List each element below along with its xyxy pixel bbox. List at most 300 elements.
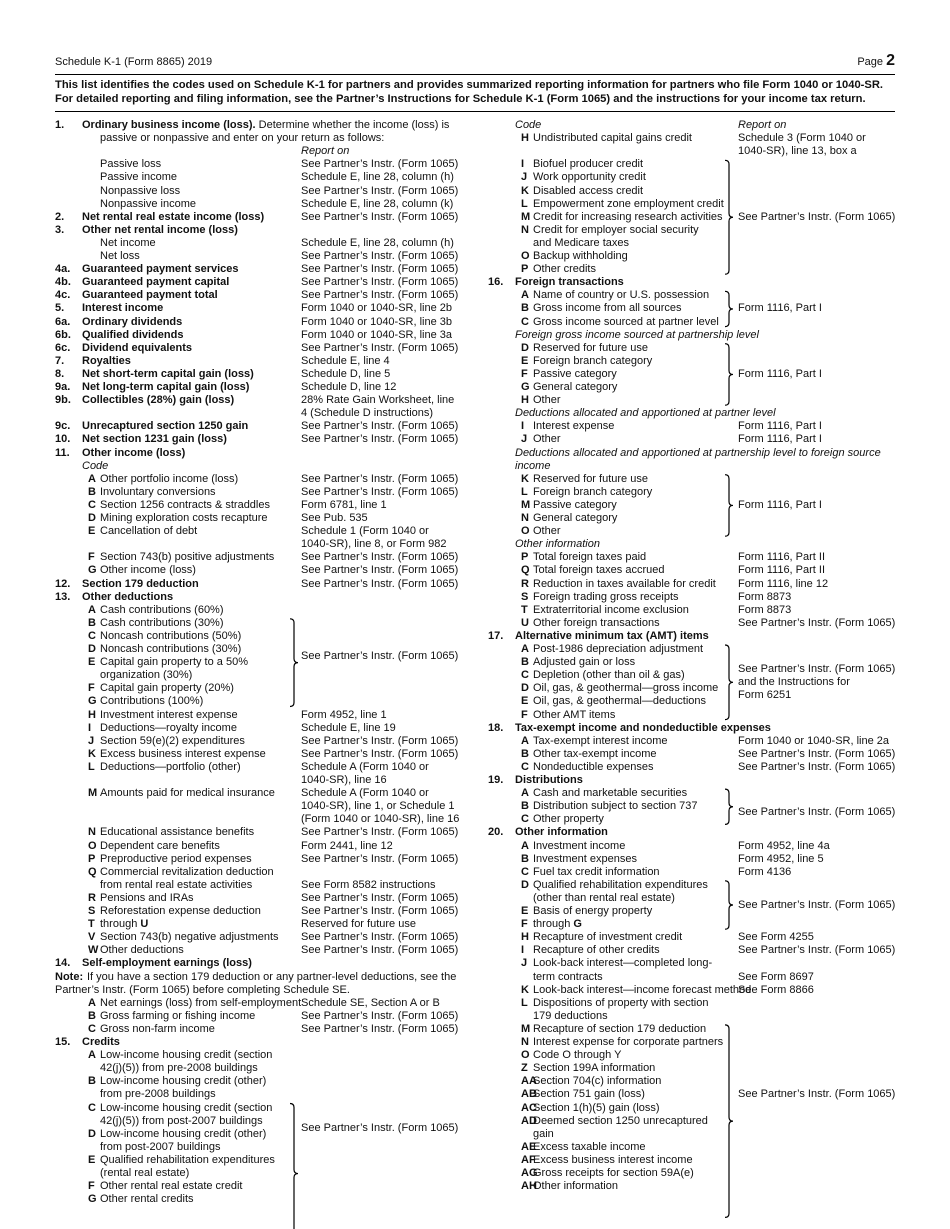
item-label: through G [533,918,582,931]
report-on: Form 1040 or 1040-SR, line 2b [301,302,453,315]
report-on: See Pub. 535 [301,512,368,524]
item-label: Investment interest expense [100,708,238,721]
item-label: Recapture of other credits [533,944,660,957]
report-on: Report on [738,119,787,131]
item-number: 13. [55,590,71,603]
code-letter: A [521,289,529,302]
report-on: 28% Rate Gain Worksheet, line [301,394,455,407]
code-letter: H [521,394,529,407]
brace [725,291,733,326]
item-label: Total foreign taxes paid [533,551,647,564]
section-title: Self-employment earnings (loss) [82,957,252,970]
brace [725,645,733,720]
item-label: Nonpassive loss [100,184,181,197]
item-label: Adjusted gain or loss [533,656,636,669]
report-on: Schedule D, line 5 [301,367,391,380]
report-on: See Partner’s Instr. (Form 1065) [738,210,896,223]
report-on: Form 1116, Part I [738,420,822,433]
report-on: Schedule D, line 12 [301,381,397,393]
code-letter: G [521,381,530,393]
item-label: Interest expense for corporate partners [533,1036,724,1048]
code-letter: T [521,603,528,616]
code-letter: S [88,905,96,917]
report-on: Form 6781, line 1 [301,498,387,511]
section-title: Alternative minimum tax (AMT) items [515,629,709,642]
section-title: Tax-exempt income and nondeductible expenses [515,721,771,734]
item-label: from pre-2008 buildings [100,1088,216,1101]
item-number: 1. [55,119,65,131]
code-letter: S [521,590,529,603]
report-on: See Partner’s Instr. (Form 1065) [301,420,459,433]
code-letter: B [521,302,529,315]
item-label: gain [533,1127,554,1140]
report-on: See Partner’s Instr. (Form 1065) [301,276,459,289]
code-letter: AH [521,1180,537,1193]
report-on: Schedule A (Form 1040 or [301,760,429,773]
report-on: Schedule 1 (Form 1040 or [301,525,429,538]
item-label: Other AMT items [533,708,616,721]
item-number: 4c. [55,289,71,302]
code-letter: C [521,760,529,773]
code-letter: C [521,315,529,328]
report-on: See Partner’s Instr. (Form 1065) [301,289,459,302]
item-label: Other tax-exempt income [533,747,657,760]
item-description: Determine whether the income (loss) is [255,119,450,131]
item-label: Section 59(e)(2) expenditures [100,734,245,747]
item-label: Oil, gas, & geothermal—gross income [533,682,719,695]
intro-text: This list identifies the codes used on Schedule K-1 for partners and provides summarized reporting information for partners who file Form 1040 or 1040-SR. For detailed reporting and filing information, see the Partner’s Instructions for Schedule K-1 (Form 1065) and the instructions for your income tax return. [55,79,884,105]
report-on: See Partner’s Instr. (Form 1065) [301,1022,459,1035]
item-label: 42(j)(5)) from post-2007 buildings [100,1114,263,1127]
report-on: Schedule E, line 28, column (h) [301,171,454,184]
report-on: See Partner’s Instr. (Form 1065) [738,663,896,676]
item-number: 9b. [55,394,71,407]
section-title: Royalties [82,354,131,367]
item-label: Excess business interest income [533,1153,693,1166]
report-on: See Partner’s Instr. (Form 1065) [738,899,896,911]
item-number: 6a. [55,315,71,328]
report-on: 1040-SR), line 13, box a [738,145,857,158]
section-title: Interest income [82,302,164,315]
item-label: Tax-exempt interest income [533,734,668,747]
code-letter: G [88,564,97,577]
brace [290,1104,298,1229]
code-letter: C [521,813,529,826]
report-on: Form 2441, line 12 [301,839,393,852]
item-label: Mining exploration costs recapture [100,512,268,524]
code-letter: AB [521,1088,537,1101]
item-number: 6b. [55,328,71,341]
item-label: Backup withholding [533,250,628,262]
code-letter: N [88,826,96,839]
report-on: Form 4136 [738,865,792,878]
report-on: See Form 8697 [738,970,814,983]
code-letter: A [88,1049,96,1062]
code-letter: D [521,878,529,891]
report-on: Form 1040 or 1040-SR, line 3a [301,328,453,341]
code-letter: I [521,944,525,957]
code-letter: L [88,760,95,773]
code-letter: D [88,643,96,655]
report-on: Form 1116, Part I [738,498,822,511]
code-letter: L [521,197,528,210]
brace [725,789,733,824]
item-label: Credit for employer social security [533,223,699,236]
code-letter: M [521,1022,531,1035]
item-number: 8. [55,367,65,380]
item-label: Pensions and IRAs [100,891,194,904]
item-label: Amounts paid for medical insurance [100,787,275,800]
report-on: See Partner’s Instr. (Form 1065) [301,564,459,577]
item-label: and Medicare taxes [533,236,629,249]
item-number: 16. [488,276,504,289]
item-label: Qualified rehabilitation expenditures [533,878,708,891]
item-label: Capital gain property (20%) [100,682,234,695]
item-label: Distribution subject to section 737 [533,800,698,813]
code-letter: A [521,643,529,655]
report-on: See Partner’s Instr. (Form 1065) [301,158,459,171]
code-letter: B [88,485,96,498]
item-label: Gross non-farm income [100,1022,215,1035]
section-title: Other deductions [82,590,174,603]
code-letter: I [88,721,92,734]
report-on: 1040-SR), line 16 [301,774,387,786]
code-letter: F [88,1180,95,1193]
code-letter: H [521,931,529,944]
code-letter: F [521,367,528,380]
item-label: Passive loss [100,158,162,171]
section-title: Section 179 deduction [82,577,199,590]
item-label: Section 743(b) positive adjustments [100,551,275,564]
report-on: Form 1040 or 1040-SR, line 3b [301,315,453,328]
report-on: See Partner’s Instr. (Form 1065) [301,747,459,760]
report-on: Reserved for future use [301,918,416,931]
item-label: General category [533,381,618,393]
item-number: 19. [488,774,504,786]
item-label: Gross income from all sources [533,302,682,315]
item-label: Section 743(b) negative adjustments [100,931,279,944]
item-label: Excess business interest expense [100,747,266,760]
item-label: Section 1256 contracts & straddles [100,498,270,511]
code-letter: Q [521,564,530,577]
section-title: Net short-term capital gain (loss) [82,367,254,380]
item-label: Code [82,459,109,472]
code-letter: A [88,996,96,1009]
code-letter: AA [521,1075,537,1088]
report-on: See Partner’s Instr. (Form 1065) [738,760,896,773]
report-on: 1040-SR), line 8, or Form 982 [301,538,447,551]
item-label: Other [533,433,561,446]
code-letter: H [88,708,96,721]
item-label: Gross receipts for section 59A(e) [533,1167,694,1179]
item-label: Cash contributions (30%) [100,616,224,629]
item-label: Nonpassive income [100,197,196,210]
item-label: Other information [515,538,600,551]
report-on: See Partner’s Instr. (Form 1065) [738,806,896,819]
item-label: Undistributed capital gains credit [533,132,692,145]
item-label: Investment income [533,839,626,852]
code-letter: J [521,433,528,446]
item-label: Low-income housing credit (section [100,1049,273,1062]
item-label: Interest expense [533,420,615,433]
item-label: Recapture of section 179 deduction [533,1022,707,1035]
item-number: 3. [55,223,65,236]
code-letter: U [521,616,529,629]
section-title: Dividend equivalents [82,341,193,354]
item-label: Reduction in taxes available for credit [533,577,716,590]
section-title: Net long-term capital gain (loss) [82,381,250,393]
item-label: through U [100,918,149,931]
code-letter: E [521,354,529,367]
report-on: 4 (Schedule D instructions) [301,407,434,420]
report-on: Schedule E, line 4 [301,354,390,367]
item-label: Cash and marketable securities [533,787,688,800]
brace [725,344,733,406]
report-on: Schedule SE, Section A or B [301,996,440,1009]
report-on: Form 6251 [738,689,792,702]
item-label: Passive category [533,367,617,380]
code-letter: F [521,708,528,721]
item-label: Other [533,394,561,407]
code-letter: C [88,1022,96,1035]
page-number [857,52,895,70]
code-letter: J [521,171,528,184]
item-number: 9a. [55,381,71,393]
item-label: Contributions (100%) [100,695,204,708]
section-title: Other income (loss) [82,446,186,459]
report-on: See Partner’s Instr. (Form 1065) [301,210,459,223]
section-title: Qualified dividends [82,328,184,341]
report-on: Schedule E, line 19 [301,721,396,734]
code-letter: C [88,1101,96,1114]
item-label: Other foreign transactions [533,616,660,629]
code-letter: A [521,734,529,747]
item-label: Biofuel producer credit [533,158,644,171]
item-label: Other rental credits [100,1193,194,1206]
item-number: 9c. [55,420,71,433]
report-on: (Form 1040 or 1040-SR), line 16 [301,813,460,826]
item-label: Other credits [533,263,596,276]
item-label: Depletion (other than oil & gas) [533,669,685,682]
report-on: Form 1116, Part I [738,367,822,380]
report-on: See Form 8866 [738,983,814,996]
item-label: Gross farming or fishing income [100,1009,256,1022]
item-label: Other income (loss) [100,564,196,577]
item-number: 5. [55,302,65,315]
report-on: Schedule E, line 28, column (h) [301,236,454,249]
item-label: Recapture of investment credit [533,931,683,944]
item-label: Commercial revitalization deduction [100,865,274,878]
item-label: Other rental real estate credit [100,1180,243,1193]
item-number: 10. [55,433,71,446]
code-letter: E [88,656,96,669]
section-title: Net rental real estate income (loss) [82,210,265,223]
item-label: Look-back interest—income forecast method [533,983,752,996]
item-label: Deductions—royalty income [100,721,237,734]
code-letter: B [521,800,529,813]
item-number: 20. [488,826,504,839]
code-letter: I [521,420,525,433]
item-label: passive or nonpassive and enter on your return as follows: [100,132,385,145]
item-label: Section 704(c) information [533,1075,662,1088]
item-label: Other deductions [100,944,184,957]
code-letter: D [88,1127,96,1140]
item-label: Other information [533,1180,618,1193]
item-label: from post-2007 buildings [100,1140,221,1153]
item-label: Involuntary conversions [100,485,216,498]
code-letter: D [88,512,96,524]
code-letter: A [88,603,96,616]
item-label: Educational assistance benefits [100,826,255,839]
report-on: Form 1116, Part II [738,564,826,577]
item-label: Low-income housing credit (other) [100,1127,267,1140]
code-letter: R [88,891,96,904]
report-on: See Partner’s Instr. (Form 1065) [301,944,459,957]
code-letter: E [521,695,529,708]
item-label: Deductions allocated and apportioned at partnership level to foreign source [515,446,881,459]
code-letter: J [521,957,528,970]
code-letter: I [521,158,525,171]
item-label: Reserved for future use [533,472,648,485]
item-label: (other than rental real estate) [533,891,675,904]
brace [725,881,733,929]
code-letter: H [521,132,529,145]
report-on: Form 1116, Part I [738,302,822,315]
item-label: Other property [533,813,604,826]
item-label: organization (30%) [100,669,193,682]
note-text: If you have a section 179 deduction or any partner-level deductions, see the [87,970,457,983]
code-letter: M [88,787,98,800]
page-header [55,52,895,76]
item-label: Qualified rehabilitation expenditures [100,1153,275,1166]
code-letter: M [521,210,531,223]
code-letter: P [521,551,529,564]
section-title: Credits [82,1036,120,1048]
code-letter: Q [88,865,97,878]
report-on: Form 1116, Part I [738,433,822,446]
item-label: Other portfolio income (loss) [100,472,239,485]
item-label: Credit for increasing research activities [533,210,723,223]
page-label: Page [857,56,884,68]
code-letter: E [88,525,96,538]
section-title: Unrecaptured section 1250 gain [82,420,249,433]
item-label: Gross income sourced at partner level [533,315,719,328]
report-on: See Partner’s Instr. (Form 1065) [301,472,459,485]
item-label: Empowerment zone employment credit [533,197,724,210]
code-letter: W [88,944,99,957]
report-on: Form 4952, line 5 [738,852,824,865]
item-label: Name of country or U.S. possession [533,289,710,302]
report-on: See Partner’s Instr. (Form 1065) [301,577,459,590]
code-letter: N [521,512,529,524]
code-letter: B [521,656,529,669]
item-label: Disabled access credit [533,184,644,197]
report-on: Form 8873 [738,590,792,603]
code-letter: F [88,682,95,695]
item-label: General category [533,512,618,524]
report-on: See Partner’s Instr. (Form 1065) [301,905,459,917]
item-label: Deductions—portfolio (other) [100,760,241,773]
item-label: Cash contributions (60%) [100,603,224,616]
report-on: See Partner’s Instr. (Form 1065) [301,826,459,839]
page-number-value: 2 [886,52,895,69]
code-letter: AD [521,1114,537,1127]
brace [290,619,298,707]
item-label: Code O through Y [533,1049,622,1062]
item-label: Passive income [100,171,178,184]
item-label: Basis of energy property [533,905,653,917]
intro-rule [55,111,895,112]
item-label: Foreign trading gross receipts [533,590,679,603]
item-label: Investment expenses [533,852,637,865]
report-on: Form 4952, line 4a [738,839,830,852]
section-title: Distributions [515,774,583,786]
item-number: 4a. [55,263,71,276]
code-letter: B [521,852,529,865]
item-label: Excess taxable income [533,1140,646,1153]
code-letter: K [521,983,529,996]
item-number: 2. [55,210,65,223]
code-letter: G [88,1193,97,1206]
report-on: See Form 4255 [738,931,814,944]
item-number: 17. [488,629,504,642]
report-on: Form 1116, Part II [738,551,826,564]
item-label: Net loss [100,250,140,262]
item-label: Post-1986 depreciation adjustment [533,643,703,655]
code-letter: C [521,669,529,682]
code-letter: E [88,1153,96,1166]
report-on: Schedule A (Form 1040 or [301,787,429,800]
item-label: Section 1(h)(5) gain (loss) [533,1101,660,1114]
item-label: Work opportunity credit [533,171,646,184]
code-letter: C [88,629,96,642]
item-number: 7. [55,354,65,367]
item-label: Total foreign taxes accrued [533,564,665,577]
code-letter: O [521,1049,530,1062]
report-on: 1040-SR), line 1, or Schedule 1 [301,800,455,813]
item-label: Reforestation expense deduction [100,905,261,917]
report-on: See Partner’s Instr. (Form 1065) [301,1121,459,1134]
code-letter: K [521,184,529,197]
section-title: Other information [515,826,608,839]
section-title: Collectibles (28%) gain (loss) [82,394,235,407]
report-on: See Partner’s Instr. (Form 1065) [301,931,459,944]
brace [725,1025,733,1218]
item-label: Dependent care benefits [100,839,220,852]
form-title: Schedule K-1 (Form 8865) 2019 [55,56,213,68]
report-on: See Partner’s Instr. (Form 1065) [301,250,459,262]
code-letter: L [521,996,528,1009]
item-label: Deemed section 1250 unrecaptured [533,1114,708,1127]
report-on: Schedule E, line 28, column (k) [301,197,454,210]
code-letter: E [521,905,529,917]
report-on: See Partner’s Instr. (Form 1065) [738,1088,896,1101]
item-label: Preproductive period expenses [100,852,252,865]
report-on: See Partner’s Instr. (Form 1065) [301,734,459,747]
report-on: See Partner’s Instr. (Form 1065) [301,891,459,904]
code-letter: C [88,498,96,511]
item-label: from rental real estate activities [100,878,253,891]
report-on: Form 1116, line 12 [738,577,829,590]
code-letter: T [88,918,95,931]
item-label: Section 199A information [533,1062,656,1075]
report-on: See Partner’s Instr. (Form 1065) [301,341,459,354]
section-title: Other net rental income (loss) [82,223,238,236]
item-label: Foreign gross income sourced at partnership level [515,328,759,341]
code-letter: J [88,734,95,747]
item-label: Reserved for future use [533,341,648,354]
report-on: See Partner’s Instr. (Form 1065) [301,433,459,446]
